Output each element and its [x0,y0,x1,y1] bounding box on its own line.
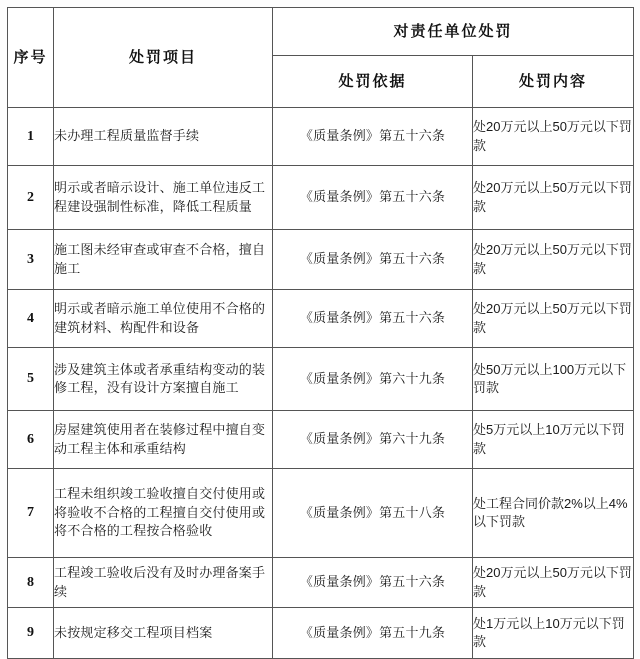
text-penalty-basis: 《质量条例》第五十六条 [299,251,446,267]
cell-penalty-item [54,411,273,469]
text-penalty-content: 处20万元以上50万元以下罚款 [473,301,632,335]
cell-penalty-content [473,608,634,659]
cell-penalty-basis [273,411,473,469]
text-serial-number: 7 [27,505,34,520]
cell-penalty-content [473,290,634,348]
cell-penalty-item [54,348,273,411]
text-penalty-item: 房屋建筑使用者在装修过程中擅自变动工程主体和承重结构 [54,422,266,456]
text-serial-number: 2 [27,189,34,205]
text-penalty-item: 明示或者暗示施工单位使用不合格的建筑材料、构配件和设备 [54,301,266,335]
text-penalty-item: 未办理工程质量监督手续 [54,128,200,144]
text-serial-number: 1 [27,128,34,144]
table-row [8,230,634,290]
header-label-penalty-group: 对责任单位处罚 [393,23,513,40]
text-penalty-basis: 《质量条例》第六十九条 [299,431,446,447]
header-cell-penalty-basis [273,56,473,108]
cell-serial-number [8,166,54,230]
header-row-top [8,8,634,56]
cell-penalty-content [473,558,634,608]
header-label-penalty-basis: 处罚依据 [338,73,407,90]
text-penalty-content: 处20万元以上50万元以下罚款 [473,565,632,599]
text-serial-number: 5 [27,371,34,386]
table-body [8,108,634,659]
table-row [8,411,634,469]
text-penalty-content: 处工程合同价款2%以上4%以下罚款 [473,495,628,529]
header-label-penalty-item: 处罚项目 [128,49,197,66]
cell-penalty-basis [273,348,473,411]
table-row [8,166,634,230]
text-penalty-content: 处20万元以上50万元以下罚款 [473,242,632,276]
cell-serial-number [8,348,54,411]
text-penalty-content: 处50万元以上100万元以下罚款 [473,361,627,395]
table-row [8,558,634,608]
cell-penalty-content [473,108,634,166]
cell-penalty-content [473,166,634,230]
cell-penalty-item [54,558,273,608]
cell-serial-number [8,608,54,659]
text-serial-number: 6 [27,431,34,447]
cell-serial-number [8,558,54,608]
cell-penalty-item [54,230,273,290]
cell-penalty-content [473,469,634,558]
text-penalty-content: 处20万元以上50万元以下罚款 [473,119,632,153]
text-penalty-content: 处20万元以上50万元以下罚款 [473,180,632,214]
cell-penalty-content [473,230,634,290]
text-penalty-item: 未按规定移交工程项目档案 [54,624,213,640]
text-penalty-content: 处5万元以上10万元以下罚款 [473,422,625,456]
table-row [8,290,634,348]
text-penalty-basis: 《质量条例》第六十九条 [299,370,446,386]
cell-penalty-content [473,348,634,411]
cell-penalty-basis [273,469,473,558]
table-row [8,348,634,411]
cell-serial-number [8,469,54,558]
cell-penalty-item [54,166,273,230]
table-row [8,108,634,166]
cell-penalty-basis [273,290,473,348]
cell-penalty-item [54,290,273,348]
cell-penalty-item [54,108,273,166]
text-penalty-basis: 《质量条例》第五十八条 [299,504,446,520]
cell-penalty-basis [273,108,473,166]
text-penalty-basis: 《质量条例》第五十六条 [299,574,446,590]
penalty-table [7,7,634,659]
text-penalty-item: 工程未组织竣工验收擅自交付使用或将验收不合格的工程擅自交付使用或将不合格的工程按合格验收 [54,486,266,539]
text-penalty-item: 涉及建筑主体或者承重结构变动的装修工程，没有设计方案擅自施工 [54,361,266,395]
header-label-penalty-content: 处罚内容 [519,73,588,90]
cell-penalty-basis [273,230,473,290]
cell-penalty-basis [273,166,473,230]
table-row [8,469,634,558]
text-penalty-basis: 《质量条例》第五十六条 [299,189,446,205]
cell-penalty-basis [273,558,473,608]
cell-penalty-basis [273,608,473,659]
header-cell-penalty-item [54,8,273,108]
text-penalty-item: 施工图未经审查或审查不合格，擅自施工 [54,242,266,276]
cell-serial-number [8,290,54,348]
cell-penalty-item [54,608,273,659]
text-penalty-basis: 《质量条例》第五十六条 [299,310,446,326]
header-cell-penalty-content [473,56,634,108]
text-serial-number: 3 [27,251,34,267]
cell-penalty-content [473,411,634,469]
text-penalty-basis: 《质量条例》第五十六条 [299,128,446,144]
table-row [8,608,634,659]
text-serial-number: 8 [27,574,34,590]
cell-serial-number [8,230,54,290]
text-penalty-content: 处1万元以上10万元以下罚款 [473,615,625,649]
header-cell-penalty-group [273,8,634,56]
text-penalty-item: 明示或者暗示设计、施工单位违反工程建设强制性标准，降低工程质量 [54,180,266,214]
header-cell-serial-number [8,8,54,108]
text-penalty-basis: 《质量条例》第五十九条 [299,624,446,640]
text-penalty-item: 工程竣工验收后没有及时办理备案手续 [54,565,266,599]
header-label-serial-number: 序号 [13,49,48,66]
cell-serial-number [8,411,54,469]
text-serial-number: 4 [27,310,34,326]
cell-serial-number [8,108,54,166]
text-serial-number: 9 [27,625,34,640]
cell-penalty-item [54,469,273,558]
table-header [8,8,634,108]
